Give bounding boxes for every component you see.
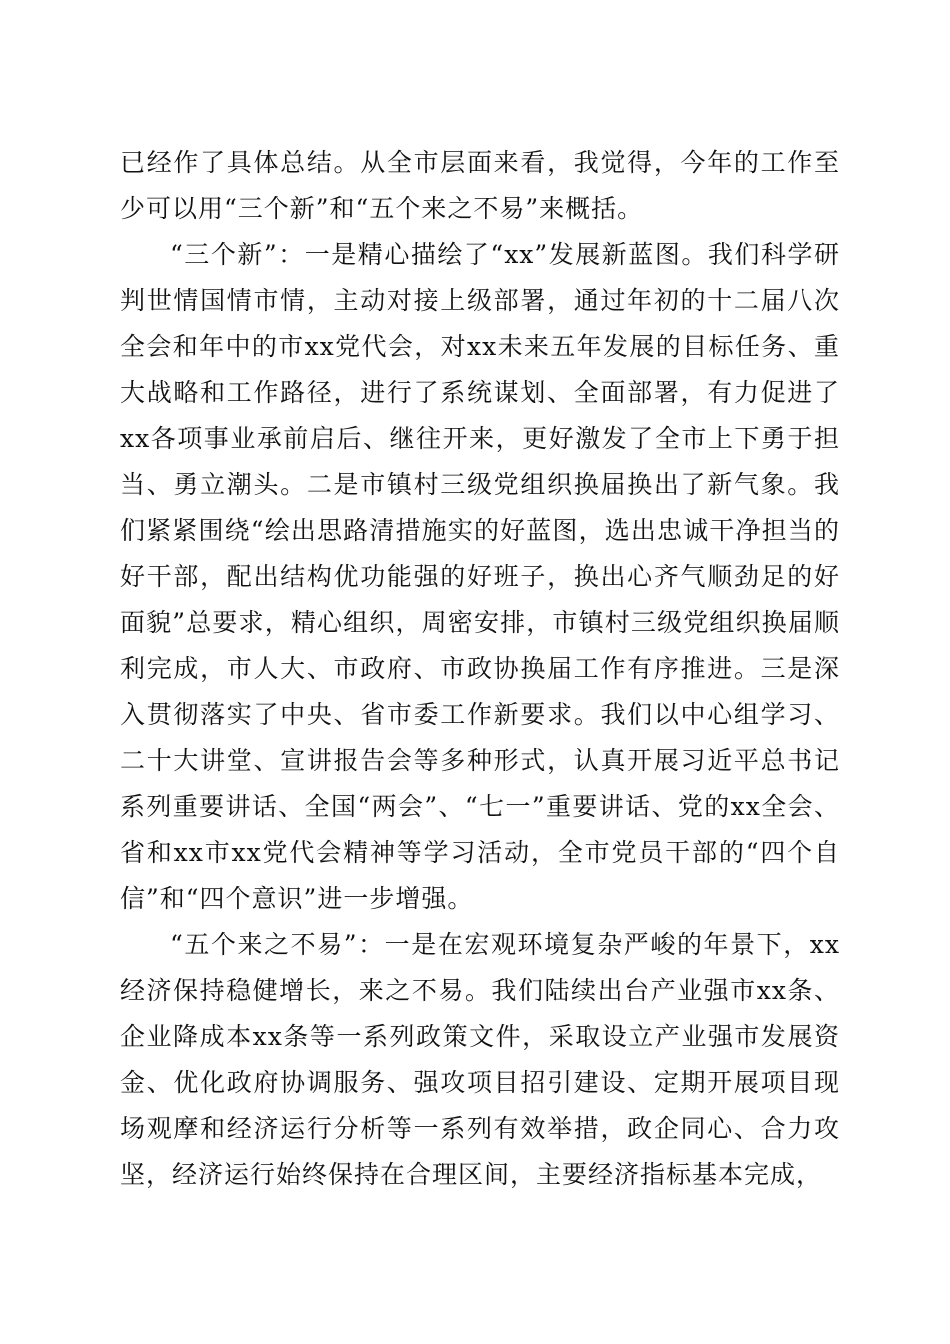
paragraph-five-not-easy: “五个来之不易”：一是在宏观环境复杂严峻的年景下，xx经济保持稳健增长，来之不易。我们陆续出台产业强市xx条、企业降成本xx条等一系列政策文件，采取设立产业强市发展资金、优化政府协调服务、强攻项目招引建设、定期开展项目现场观摩和经济运行分析等一系列有效举措，政企同心、合力攻坚，经济运行始终保持在合理区间，主要经济指标基本完成， xyxy=(120,930,840,1189)
paragraph-summary-intro: 已经作了具体总结。从全市层面来看，我觉得，今年的工作至少可以用“三个新”和“五个来之不易”来概括。 xyxy=(120,148,840,223)
paragraph-three-new: “三个新”：一是精心描绘了“xx”发展新蓝图。我们科学研判世情国情市情，主动对接上级部署，通过年初的十二届八次全会和年中的市xx党代会，对xx未来五年发展的目标任务、重大战略和工作路径，进行了系统谋划、全面部署，有力促进了xx各项事业承前启后、继往开来，更好激发了全市上下勇于担当、勇立潮头。二是市镇村三级党组织换届换出了新气象。我们紧紧围绕“绘出思路清措施实的好蓝图，选出忠诚干净担当的好干部，配出结构优功能强的好班子，换出心齐气顺劲足的好面貌”总要求，精心组织，周密安排，市镇村三级党组织换届顺利完成，市人大、市政府、市政协换届工作有序推进。三是深入贯彻落实了中央、省市委工作新要求。我们以中心组学习、二十大讲堂、宣讲报告会等多种形式，认真开展习近平总书记系列重要讲话、全国“两会”、“七一”重要讲话、党的xx全会、省和xx市xx党代会精神等学习活动，全市党员干部的“四个自信”和“四个意识”进一步增强。 xyxy=(120,240,840,913)
document-body xyxy=(120,140,840,1198)
